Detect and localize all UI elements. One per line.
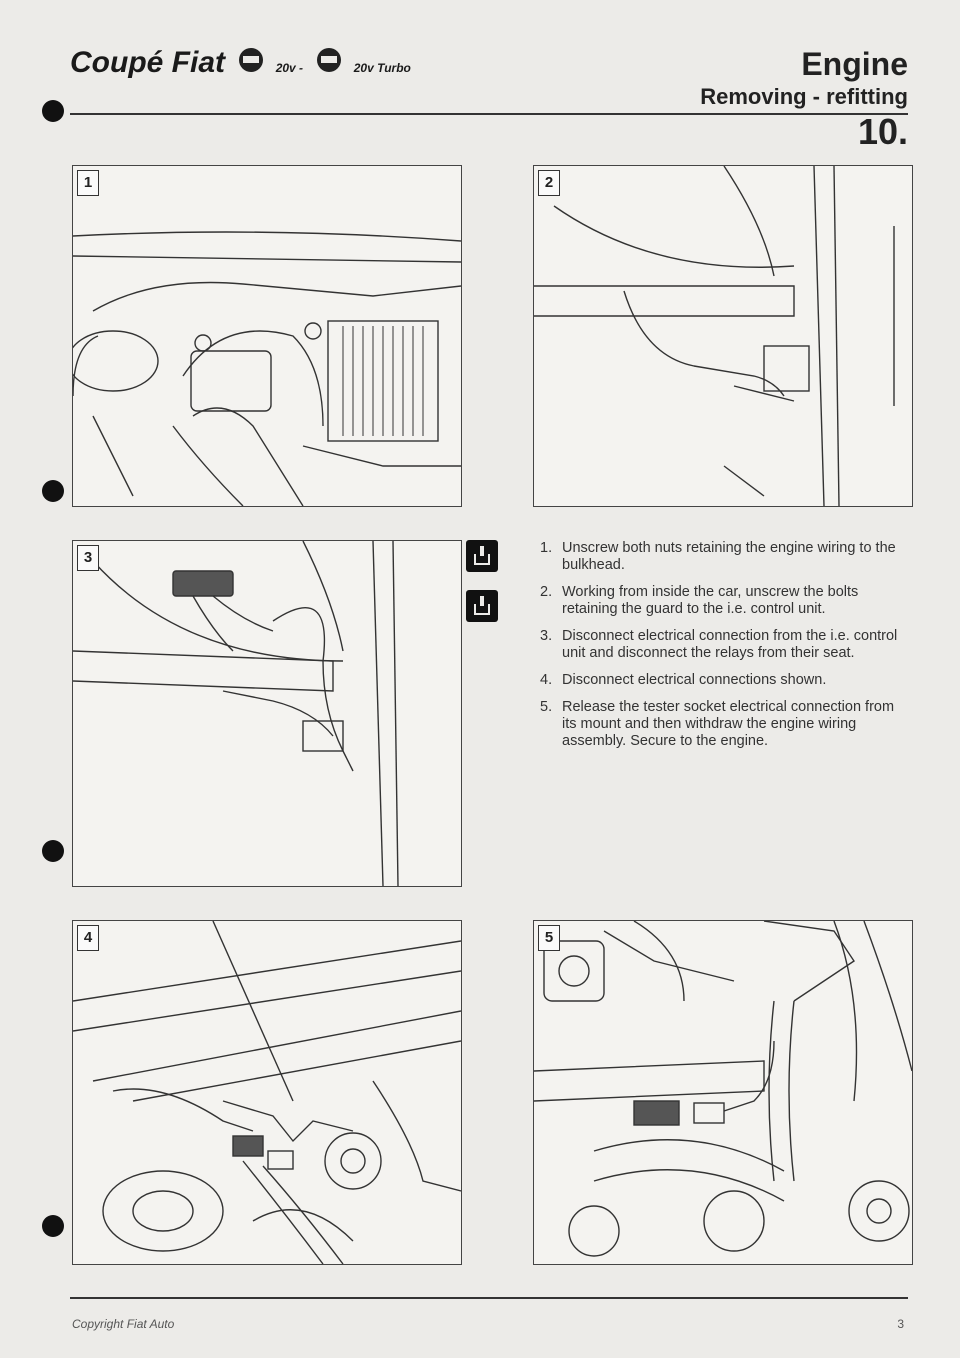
step-text: Unscrew both nuts retaining the engine wiring to the bulkhead.: [562, 540, 896, 573]
figure-1: [72, 165, 462, 507]
page-number: 10.: [857, 111, 908, 152]
connectors-drawing: [73, 921, 461, 1264]
figure-number: 2: [538, 170, 560, 196]
figure-number: 4: [77, 925, 99, 951]
header-rule: [70, 113, 908, 115]
binding-hole: [42, 100, 64, 122]
footer-rule: [70, 1297, 908, 1299]
step-number: 3.: [540, 628, 553, 644]
figure-3: [72, 540, 462, 887]
instruction-step: [540, 584, 912, 618]
binding-hole: [42, 480, 64, 502]
step-number: 2.: [540, 584, 553, 600]
variant-label: 20v -: [275, 61, 304, 75]
tester-socket-drawing: [534, 921, 912, 1264]
figure-5: [533, 920, 913, 1265]
footer-page-number: 3: [897, 1317, 904, 1331]
instruction-step: [540, 540, 912, 574]
figure-number: 1: [77, 170, 99, 196]
variant-label: 20v Turbo: [353, 61, 411, 75]
copyright: Copyright Fiat Auto: [72, 1317, 175, 1331]
step-text: Disconnect electrical connections shown.: [562, 672, 827, 688]
step-number: 1.: [540, 540, 553, 556]
instruction-step: [540, 672, 912, 689]
instruction-step: [540, 699, 912, 750]
instruction-list: [540, 540, 912, 760]
tool-icon: [466, 540, 498, 572]
binding-hole: [42, 1215, 64, 1237]
instruction-step: [540, 628, 912, 662]
figure-4: [72, 920, 462, 1265]
figure-2: [533, 165, 913, 507]
section-title: Engine: [801, 46, 908, 82]
figure-number: 5: [538, 925, 560, 951]
figure-number: 3: [77, 545, 99, 571]
step-text: Disconnect electrical connection from the i.e. control unit and disconnect the relays from their seat.: [562, 628, 898, 661]
step-number: 5.: [540, 699, 553, 715]
brand-header: [70, 46, 411, 80]
engine-logo-icon: [239, 48, 263, 72]
binding-hole: [42, 840, 64, 862]
control-unit-drawing: [73, 541, 461, 886]
brand-name: Coupé Fiat: [70, 46, 225, 79]
step-text: Working from inside the car, unscrew the bolts retaining the guard to the i.e. control unit.: [562, 584, 859, 617]
engine-drawing: [73, 166, 461, 506]
section-subtitle: Removing - refitting: [700, 84, 908, 109]
step-number: 4.: [540, 672, 553, 688]
engine-logo-icon: [317, 48, 341, 72]
bulkhead-drawing: [534, 166, 912, 506]
tool-icon: [466, 590, 498, 622]
step-text: Release the tester socket electrical connection from its mount and then withdraw the engine wiring assembly. Secure to the engine.: [562, 699, 895, 749]
